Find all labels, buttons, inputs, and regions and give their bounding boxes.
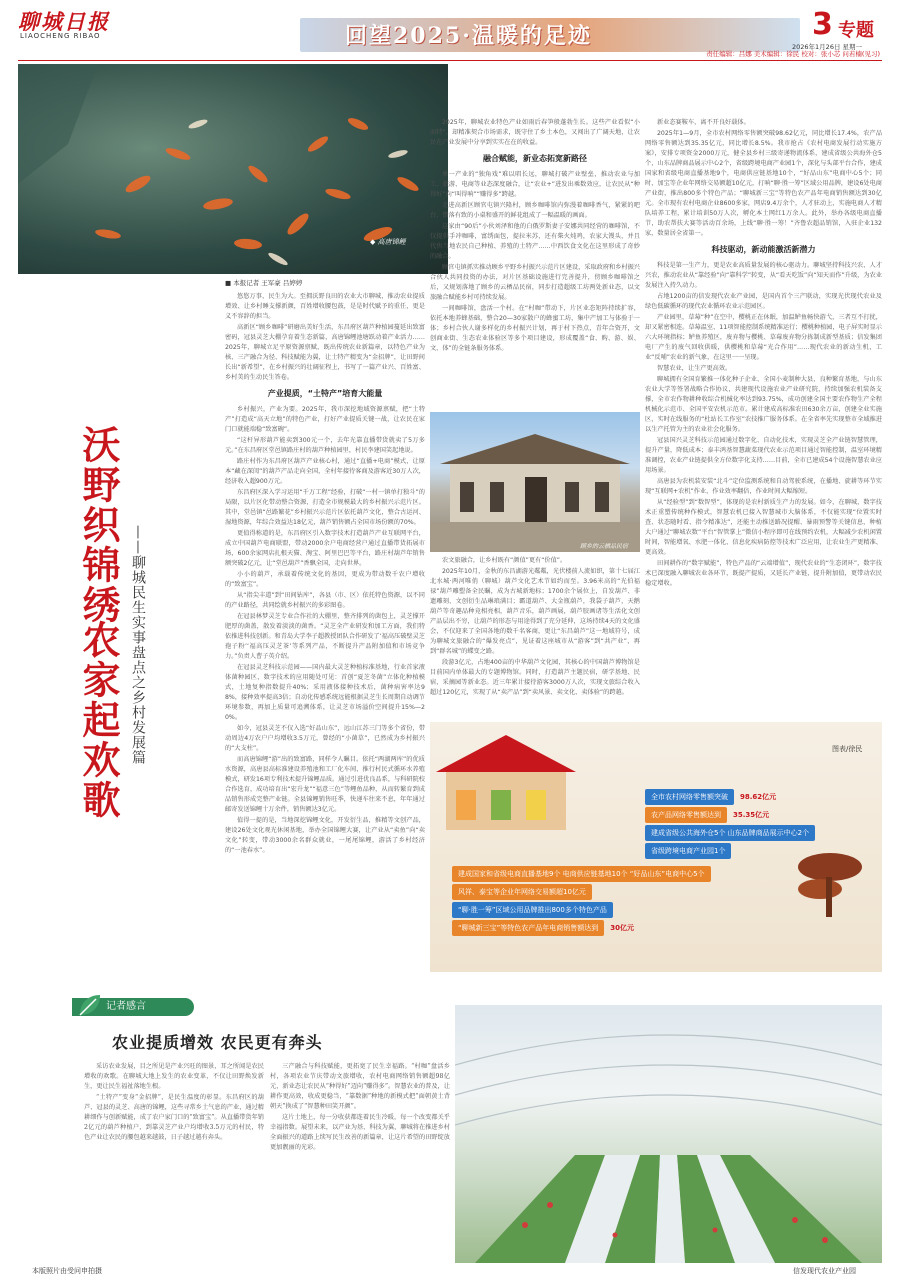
greenhouse-illustration <box>455 1005 882 1263</box>
col2-paragraph: 走进高新区顾官屯镇兴隆村，顾乡咖啡馆内弥漫着咖啡香气，紧紧的吧台，错落有致的小桌和盛开的鲜花组成了一幅温暖的画面。 <box>430 202 640 219</box>
stat-rural-retail <box>645 789 776 805</box>
byline <box>225 278 302 287</box>
byline-text: 本报记者 王军豪 吕婷婷 <box>233 279 303 287</box>
guesthouse-photo-caption: 顾乡的云栖品民宿 <box>580 543 629 550</box>
stat-value: 35.35亿元 <box>733 811 770 819</box>
newspaper-logo: 聊城日报 <box>18 9 110 34</box>
koi-photo-caption <box>370 237 406 247</box>
commentary-paragraph: “土特产”变身“金招牌”，是民生温度的彰显。东昌府区的葫芦、冠县的灵芝、高唐的锦鲤，这些寻常乡土气息的产业，通过精耕细作与创新赋能，成了农户家门口的“致富宝”。从直播带货年销2亿元的葫芦种植户，到靠灵芝产业户均增收3.5万元的村民，特色产业让农民的腰包越来越鼓，日子越过越有奔头。 <box>84 1094 264 1141</box>
stat-three-treasures <box>452 920 634 936</box>
article-column-1 <box>225 292 425 968</box>
footer-photo-credit: 本版照片由受问申拍摄 <box>32 1267 102 1275</box>
headline-main-line2: 农家起欢歌 <box>76 620 120 820</box>
commentary-column-right <box>270 1062 450 1262</box>
col3-paragraph: 冠县国兴灵芝科技示范园通过数字化、自动化技术，实现灵芝全产业链智慧管理，提升产量，降低成本；泰丰鸿基智慧蔬菜现代农业示范项目通过智能控制，温室环境精准调控，农业产业链提供全方位数字化支持……目前，全市已建成54个设施智慧农业应用场景。 <box>645 437 882 474</box>
col1-paragraph: 悠悠万事，民生为大。至拥沃野良田的农业大市聊城，推动农业提质增效、让乡村睡支撑新颜，百姓增收腰包鼓，是是时代赋予的重任，更是义不容辞的担当。 <box>225 293 425 320</box>
col3-paragraph: 田间耕作的“数字赋能”，特色产品的“云端增值”，现代农业的“生态闭环”，数字技术已深度融入聊城农业各环节，既提产提质，又延长产业链，提升附加值，更带动农民稳定增收。 <box>645 560 882 587</box>
col1-paragraph: 路庄村作为东昌府区葫芦产业核心村，通过“直播+电商”模式，让原本“藏在深闺”的葫芦产品走向全国，全村年接待客商及游客近30万人次，经济收入超900万元。 <box>225 458 425 485</box>
stat-label: 农产品网络零售额达到 <box>645 807 727 823</box>
col2-paragraph: 段游3亿元，占地400亩的中华葫芦文化园，其核心的中国葫芦博物馆是目前国内单体最大的专题博物馆。同时，打造葫芦主题民宿，研学基地、民宿，采摘园等新业态。近三年累计接待游客3000万人次，实现文旅综合收入超过120亿元，实现了从“卖产品”到“卖风景、卖文化、卖体验”的跨越。 <box>430 659 640 696</box>
footer-photo-caption: 信发现代农业产业园 <box>793 1267 856 1275</box>
col3-paragraph: 高唐县为农机装安装“北斗”定位监测系统和自动驾驶系统，在播地、旋耕等环节实现“互联网+农机”作业，作业效率翻倍，作业时间大幅缩短。 <box>645 478 882 495</box>
col2-paragraph: 2025年10月，金秋的东昌湖游光粼粼，光伏楼前人流如织，第十七届江北水城·两河唯俏（聊城）葫芦文化艺术节如约而至。3.96米高的“光伯福禄”葫芦雕塑备全民瞩，成为古城新地标；1700余个展位上，自发葫芦、非遗雕刻、文创衍生品琳琅满目；霸道葫芦、大金瓶葫芦，我袋子葫芦，天鹅葫芦等奇趣品种竟相亮相，葫芦音乐，葫芦画展，葫芦胶画诸等生活化文创产品层出不穷，让葫芦的形态与用途得到了充分延伸，这场持续4天的文化盛会，不仅迎来了全国各地的数千名客商，更让“东昌葫芦”这一地域符号，成为聊城文旅融合的“爆发亮点”，见证着这座城市从“游客”到“共产业”，再到“群名城”的蝶变之路。 <box>430 568 640 655</box>
col1-paragraph: “这杆异形葫芦能卖到300元一个，去年光靠直播带货就卖了5万多元。”在东昌府区堂邑镇路庄村的葫芦种植园里，村民李建国笑起地说。 <box>225 437 425 454</box>
col2-paragraph: 单一产业的“独角戏”难以唱长远，聊城打破产业壁垒，推动农业与加工、旅游、电商等业态深度融合，让“农业+”进发出乘数效应，让农民从“种得好”向“叫得响”“赚得多”跨越。 <box>430 171 640 198</box>
section-heading-tech: 科技驱动，新动能激活新潜力 <box>711 245 816 254</box>
stat-label: 全市农村网络零售额突破 <box>645 789 734 805</box>
col3-paragraph: 从“经验型”到“数智型”，体现的是农村新质生产力的发展。如今，在聊城，数字技术正重塑传统种作模式，智慧农机已接入智慧城市大脑体系，不仅能实现“位置实时查、状态随时看、指令精准达”，还能主动推送路况提醒、暴雨预警等关键信息，种植大户通过“聊城农数”平台“智管掌上”微信小程序即可在线预约农机，大幅减少农机闲置时间，智能增氧、水肥一体化、信息化疾病防控等技术广泛应用，让农业生产更精准、更高效。 <box>645 499 882 556</box>
col3-paragraph: 产业园里，草莓“种”在空中，樱桃正在休眠，加温鲈鱼畅快游弋，三者互不打扰，却又紧密相连。草莓温室、11项智能控制系统精准运行；樱桃种植园，电子屏实时显示六大环境指标；鲈鱼养殖区，废弃物与樱桃、草莓废弃物分拣制成新型基质；信发集团电厂产生的废气回收供暖，供樱桃和草莓“光合作用”……现代农业的新动生机，工业“反哺”农业的新气象，在这里一一呈现。 <box>645 314 882 361</box>
stat-value: 30亿元 <box>610 924 635 932</box>
stat-regional-brand <box>452 902 613 918</box>
col1-paragraph: 小小的葫芦，承载着传统文化的基因，更成为带动数千农户增收的“致富宝”。 <box>225 571 425 588</box>
page-number: 3 <box>812 7 833 42</box>
col3-paragraph: 新业态赛鞍车，离不开良好载体。 <box>657 119 750 126</box>
caption-marker-icon: ◆ <box>370 238 378 246</box>
stat-enterprise-turnover <box>452 884 592 900</box>
commentary-paragraph: 采访农业发展，目之所见是产业兴旺的图景，耳之所闻是农民增收的欢歌。在聊城大地上发生的农业变革，不仅让田野焕发新生，更让民生福祉落地生根。 <box>84 1063 264 1090</box>
commentary-tag-text: 记者感言 <box>106 1001 146 1012</box>
article-column-2-bottom <box>430 556 640 716</box>
col2-paragraph: 顾官屯镇抓实推动顾乡平野乡村振兴示范片区建设，采取政府和乡村振兴合伙人共同投资的办法，对片区基础设施进行完善提升，傍顾乡咖啡馆之后，又规划落地了顾乡的云栖品民宿，同步打造超级工坊两处新业态，以文旅融合赋能乡村可持续发展。 <box>430 264 640 301</box>
market-stall-illustration <box>436 730 586 850</box>
stat-label: “聊城新三宝”等特色农产品年电商销售额达到 <box>452 920 604 936</box>
headline-main-line1: 沃野织锦绣 <box>76 425 120 625</box>
stat-agri-retail <box>645 807 769 823</box>
commentary-paragraph: 三产融合与科技赋能，更拓宽了民生幸福路。“村咖”盘活乡村，各项农业节庆带动文旅增收，农村电商网络销售额超98亿元，新业态让农民从“种得好”迈向“赚得多”。智慧农业的普及，让耕作更高效，收成更稳当，“靠数据”种地的新模式把“面朝黄土背朝天”换成了“智慧种田笑开颜”。 <box>270 1063 450 1110</box>
guesthouse-illustration <box>430 412 640 552</box>
section-heading-fusion: 融合赋能，新业态拓宽新路径 <box>483 154 587 163</box>
col1-paragraph: 如今，冠县灵芝不仅入选“好品山东”，远山江苏三门等多个省份，带动周边4万农户户均增收3.5万元，曾经的“小菌草”，已然成为乡村振兴的“大支柱”。 <box>225 725 425 752</box>
masthead-rule <box>18 60 882 61</box>
col1-paragraph: 值得一提的是，当地深挖锦鲤文化，开发衍生品，推精等文创产品，建设26处文化观光休闲基地，举办全国锦鲤大赛，让产业从“卖鱼”向“卖文化”转变，带动3000余名群众就业，一尾尾锦鲤，游活了乡村经济的“一池春水”。 <box>225 817 425 854</box>
koi-photo-caption-text: 高唐锦鲤 <box>377 238 406 246</box>
stat-label: 建成省级公共海外仓5个 山东品牌商品展示中心2个 <box>645 825 815 841</box>
byline-marker-icon: ■ <box>225 279 234 287</box>
commentary-paragraph: 这片土地上，每一分收获都连着民生冷暖，每一个改变都关乎幸福指数。展望未来，以产业为基、科技为翼，聊城将在推进乡村全面振兴的道路上续写民生改善的新篇章，让这片希望的田野绽放更加靓丽的光彩。 <box>270 1114 450 1151</box>
stat-value: 98.62亿元 <box>740 793 777 801</box>
stat-crossborder-park <box>645 843 731 859</box>
stat-overseas-warehouse <box>645 825 815 841</box>
col3-paragraph: 2025年1—9月，全市农村网络零售额突破98.62亿元，同比增长17.4%，农产品网络零售额达到35.35亿元，同比增长8.5%。我市抢占《农村电商发展行动实施方案》，安排专项资金2000万元，健全县乡村三级寄递物流体系，建成省级公共海外仓5个，山东品牌商品展示中心2个，省级跨境电商产业园1个，深化与头部平台合作，建成国家和省级电商直播基地9个，电商供应链基地10个，“好品山东”电商中心5个；同时，加宝等企业年网络交易额超10亿元，打响“聊·胜一筹”区域公用品牌，建设6处电商产业街，推出800多个特色产品；“聊城新三宝”等特色农产品年电商销售额达到30亿元。全市现有农村电商企业8600多家，网店9.4万余个，人才驻动上，实施电商人才精队培养工程，累计培训50万人次，孵化本土网红1万余人。此外，举办各级电商直播节，助农帮扶大赛等活动百余场，上线“聊·胜一筹！”齐鲁农超品销馆，入驻企业132家，数量居全省第一。 <box>645 130 882 237</box>
col2-paragraph: 农文旅融合，让乡村既有“颜值”更有“价值”。 <box>442 557 567 564</box>
col3-paragraph: 智慧农业，让生产更高效。 <box>657 365 732 372</box>
stat-label: 建成国家和省级电商直播基地9个 电商供应链基地10个 “好品山东”电商中心5个 <box>452 866 711 882</box>
col1-paragraph: 在冠县林梦灵芝专业合作社的大棚里，整齐排列的菌包上，灵芝撑开肥厚的菌盖，散发着淡淡的菌香。“灵芝全产业研发和加工方面，我们特依推进科技创新。和青岛大学李子超教授团队合作研发了‘福高压破壁灵芝孢子粉’‘福高压灵芝茶’等系列产品，不断提升产品附加值和市场竞争力。”负责人曹子英介绍。 <box>225 613 425 660</box>
headline-subtitle: ——聊城民生实事盘点之乡村发展篇 <box>130 525 146 765</box>
infographic-credit: 图表/徐民 <box>832 745 863 753</box>
stat-label: 省级跨境电商产业园1个 <box>645 843 731 859</box>
lingzhi-mushroom-icon <box>790 837 870 927</box>
col1-paragraph: 乡村振兴，产业为要。2025年，我市深挖地域资源禀赋，把“土特产”打造成“高天立地”的特色产业，打好产业提质关键一战，让农民在家门口就能端稳“致富碗”。 <box>225 406 425 433</box>
col1-paragraph: 更值得称道的是，东昌府区引入数字技术打造葫芦产业互联网平台，成立中国葫芦电商联盟，带动2000余户电商经营户通过直播带货拓展市场，600余家网店扎根天猫、淘宝、阿里巴巴等平台，路庄村葫芦年销售额突破2亿元，让“堂邑葫芦”香飘全国，走向世界。 <box>225 530 425 567</box>
editor-credits: 责任编辑：吕娜 美术编辑：徐民 校对：张小芯 问若楠(见习) <box>706 50 880 58</box>
guesthouse-photo <box>430 412 640 552</box>
commentary-column-left <box>84 1062 264 1262</box>
col1-paragraph: 在冠县灵芝科技示范园——国内最大灵芝种植标准基地，行业首家液体菌种园区，数字技术的应用随处可见：首创“夏芝冬菌”立体化种植模式，土地复种指数提升40%；采用液体接种技术后，菌种病害率达98%，接种效率提高3倍；自动化传感系统远能根据灵芝生长周期自动调节环境参数，再加上质量可追溯体系，让灵芝市场溢价空间提升15%—20%。 <box>225 664 425 721</box>
col3-paragraph: 科技是第一生产力，更是农业高质量发展的核心驱动力。聊城坚持科技兴农、人才兴农，推动农业从“靠经验”向“靠科学”转变，从“看天吃饭”向“知天而作”升级，为农业发展注入持久动力。 <box>645 262 882 289</box>
col1-paragraph: 从“指尖丰道”到“田间钻库”，各县（市、区）依托特色资源，以不同的产业路径，共同绘就乡村振兴的多彩图卷。 <box>225 592 425 609</box>
stat-label: 风祥、泰宝等企业年网络交易额超10亿元 <box>452 884 592 900</box>
col1-paragraph: 高新区“顾乡咖啡”研磨出美好生活，东昌府区葫芦种植园蔓延出致富密码，冠县灵芝大棚孕育着生态新篇，高唐锦鲤池塘跃动着产业活力……2025年，聊城立足平原资源禀赋，既出传统农业新篇章，以特色产业为核、三产融合为径、科技赋能为翼，让土特产精变为“金招牌”，让田野间长出“新希望”，在乡村振兴的壮阔征程上，书写了一篇产业兴、百姓富、乡村美的生动民生答卷。 <box>225 324 425 381</box>
section-heading-industry: 产业提质，“土特产”培育大能量 <box>267 389 383 398</box>
col1-paragraph: 而高唐锦鲤“游”出的致富路，同样令人瞩目。依托“两湖两库”的优质水资源，高唐县高标准建设养殖池和工厂化车间，推行村民式循环水养殖模式，研发16项专利技术提升锦鲤品质。通过引进优良品系，与科研院校合作选育，成功培育出“宏升龙”“福意三色”等鲤鱼品种，从而转繁育到成品销售形成完整产业链。全县锦鲤销售旺季，快递车往来不息，年年通过邮寄发送锦鲤十万余件，销售额达3亿元。 <box>225 756 425 813</box>
commentary-title: 农业提质增效 农民更有奔头 <box>112 1033 323 1052</box>
issue-date: 2026年1月26日 星期一 <box>792 43 863 51</box>
leaf-icon <box>76 993 102 1019</box>
stat-label: “聊·胜一筹”区域公用品牌推出800多个特色产品 <box>452 902 613 918</box>
col3-paragraph: 聊城拥有全国育繁推一体化种子企业、全国小麦制种大县，良种繁育基地，与山东农业大学等签署战略合作协议，共建现代设施农业产业研究院，持续加强农机装备支撑，全市农作物耕种收综合机械化率达到93.75%，成功创建全国主要农作物生产全程机械化示范市、全国平安农机示范市。累计建成高标准农田630余万亩，创建全业实施区，实时在线服务的“杜站长工作室”农技推广服务体系。在全省率先实现整市全域推进以生产托管为主的农业社会化服务。 <box>645 376 882 433</box>
greenhouse-photo <box>455 1005 882 1263</box>
newspaper-logo-pinyin: LIAOCHENG RIBAO <box>20 32 101 40</box>
masthead <box>0 0 900 58</box>
col3-paragraph: 占地1200亩的信发现代农业产业园，是国内首个三产联动，实现光伏现代农业及绿色低碳循环的现代农业循环农业示范园区。 <box>645 293 882 310</box>
col2-paragraph: 2025年，聊城农业特色产业如雨后春笋般蓬勃生长。这些产业看似“小而特”，却精准契合市场需求，既守住了乡土本色，又闯出了广阔天地，让农民在产业发展中分享到实实在在的收益。 <box>430 119 640 146</box>
article-column-2-top <box>430 118 640 410</box>
col2-paragraph: 这家由“90后”小伙刘泽和他的白俄罗斯妻子安娜共同经营的咖啡馆，不仅提供手冲咖啡，富绣面包，提拉米苏，还有柴火炖鸡，农家大馒头，并且代售当地农民自己种植、养殖的土特产……中西饮食文化在这里形成了奇妙的融合。 <box>430 223 640 260</box>
stat-livestream-bases <box>452 866 711 882</box>
page-label: 专题 <box>838 20 874 41</box>
col2-paragraph: 一间咖啡馆，盘活一个村。在“村咖”带动下，片区业态矩阵持续扩容，依托本地养蜂基础，整合20—30家散户的蜂蜜工坊，集中产加工与体验于一体；乡村合伙人谢多样化的乡村振兴计划，再于村下热点，青年合资开，文创商业街、生态农业体验区等多个项目建设，形成覆盖“食、购、游、娱、文、体”的全链条服务体系。 <box>430 305 640 352</box>
banner-title: 回望2025·温暖的足迹 <box>345 23 592 49</box>
article-column-3 <box>645 118 882 718</box>
col1-paragraph: 东昌府区深入学习运用“千万工程”经验，打破“一村一镇单打独斗”的局限，以片区化带动整合资源，打造全市规模最大的乡村振兴示范片区。其中，堂邑镇“邑路繁花”乡村振兴示范片区依托葫芦文化，整合古运河、湿地资源，年综合效益达18亿元，葫芦销售额占全国市场份额的70%。 <box>225 489 425 526</box>
